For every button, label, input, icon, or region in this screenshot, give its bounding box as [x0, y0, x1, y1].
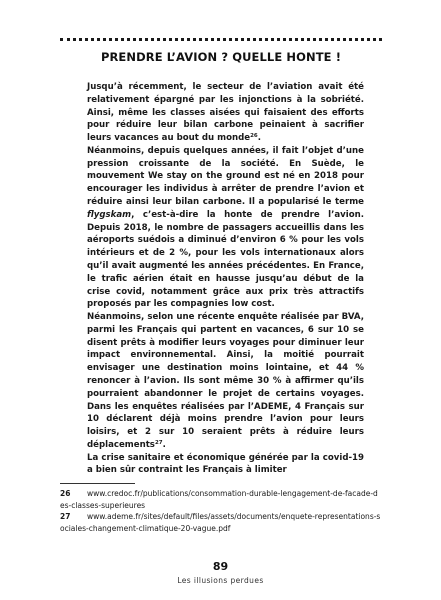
page-number: 89: [212, 560, 229, 573]
paragraph: Jusqu’à récemment, le secteur de l’aviation avait été relativement épargné par les injonctions à la sobriété. Ainsi, même les classes aisées qui faisaient des efforts pour réduire leur bilan carbone peinaient à sacrifier leurs vacances au bout du monde$^{26}$.: [87, 82, 364, 144]
footnotes: [60, 488, 382, 534]
paragraph-text: La crise sanitaire et économique générée par la covid-19 a bien sûr contraint les Français à limiter: [87, 452, 364, 476]
paragraph-text: , c’est-à-dire la honte de prendre l’avion. Depuis 2018, le nombre de passagers accueillis dans les aéroports suédois a diminué d’environ 6 % pour les vols intérieurs et de 2 %, pour les vols internationaux alors qu’il avait augmenté les années précédentes. En France, le trafic aérien était en hausse jusqu’au début de la crise covid, notamment grâce aux prix très attractifs proposés par les compagnies low cost.: [87, 209, 364, 310]
footnote-separator: [60, 483, 135, 484]
footnote: [60, 511, 382, 534]
paragraph: Néanmoins, selon une récente enquête réalisée par BVA, parmi les Français qui partent en vacances, 6 sur 10 se disent prêts à modifier leurs voyages pour diminuer leur impact environnemental. Ainsi, la moitié pourrait envisager une destination moins lointaine, et 44 % renoncer à l’avion. Ils sont même 30 % à affirmer qu’ils pourraient abandonner le projet de certains voyages. Dans les enquêtes réalisées par l’ADEME, 4 Français sur 10 déclarent déjà moins prendre l’avion pour leurs loisirs, et 2 sur 10 seraient prêts à réduire leurs déplacements$^{27}$.: [87, 312, 364, 450]
footnote: [60, 488, 382, 511]
paragraph-text: Néanmoins, depuis quelques années, il fait l’objet d’une pression croissante de la société. En Suède, le mouvement We stay on the ground est né en 2018 pour encourager les individus à arrêter de prendre l’avion et réduire ainsi leur bilan carbone. Il a popularisé le terme: [87, 145, 364, 208]
body-text: [87, 81, 364, 477]
section-title: PRENDRE L’AVION ? QUELLE HONTE !: [100, 50, 342, 64]
dotted-separator: [60, 38, 382, 41]
footnote-link[interactable]: www.ademe.fr/sites/default/files/assets/documents/enquete-representations-sociales-changement-climatique-20-vague.pdf: [60, 512, 381, 533]
running-title: Les illusions perdues: [177, 576, 264, 585]
paragraph-text: Néanmoins, selon une récente enquête réalisée par BVA, parmi les Français qui partent en vacances, 6 sur 10 se disent prêts à modifier leurs voyages pour diminuer leur impact environnemental. Ainsi, la moitié pourrait envisager une destination moins lointaine, et 44 % renoncer à l’avion. Ils sont même 30 % à affirmer qu’ils pourraient abandonner le projet de certains voyages. Dans les enquêtes réalisées par l’ADEME, 4 Français sur 10 déclarent déjà moins prendre l’avion pour leurs loisirs, et 2 sur 10 seraient prêts à réduire leurs déplacements: [87, 312, 364, 450]
paragraph: [87, 145, 364, 311]
footnote-number: 26: [60, 489, 71, 498]
paragraph-text: Jusqu’à récemment, le secteur de l’aviation avait été relativement épargné par les injonctions à la sobriété. Ainsi, même les classes aisées qui faisaient des efforts pour réduire leur bilan carbone peinaient à sacrifier leurs vacances au bout du monde: [87, 82, 364, 144]
italic-term: flygskam: [87, 209, 132, 220]
footnote-reference: 26: [250, 133, 258, 140]
footnote-link[interactable]: www.credoc.fr/publications/consommation-durable-lengagement-de-facade-des-classes-superieures: [60, 489, 378, 510]
paragraph: [87, 452, 364, 478]
footnote-reference: 27: [154, 439, 163, 446]
footnote-number: 27: [60, 512, 71, 521]
